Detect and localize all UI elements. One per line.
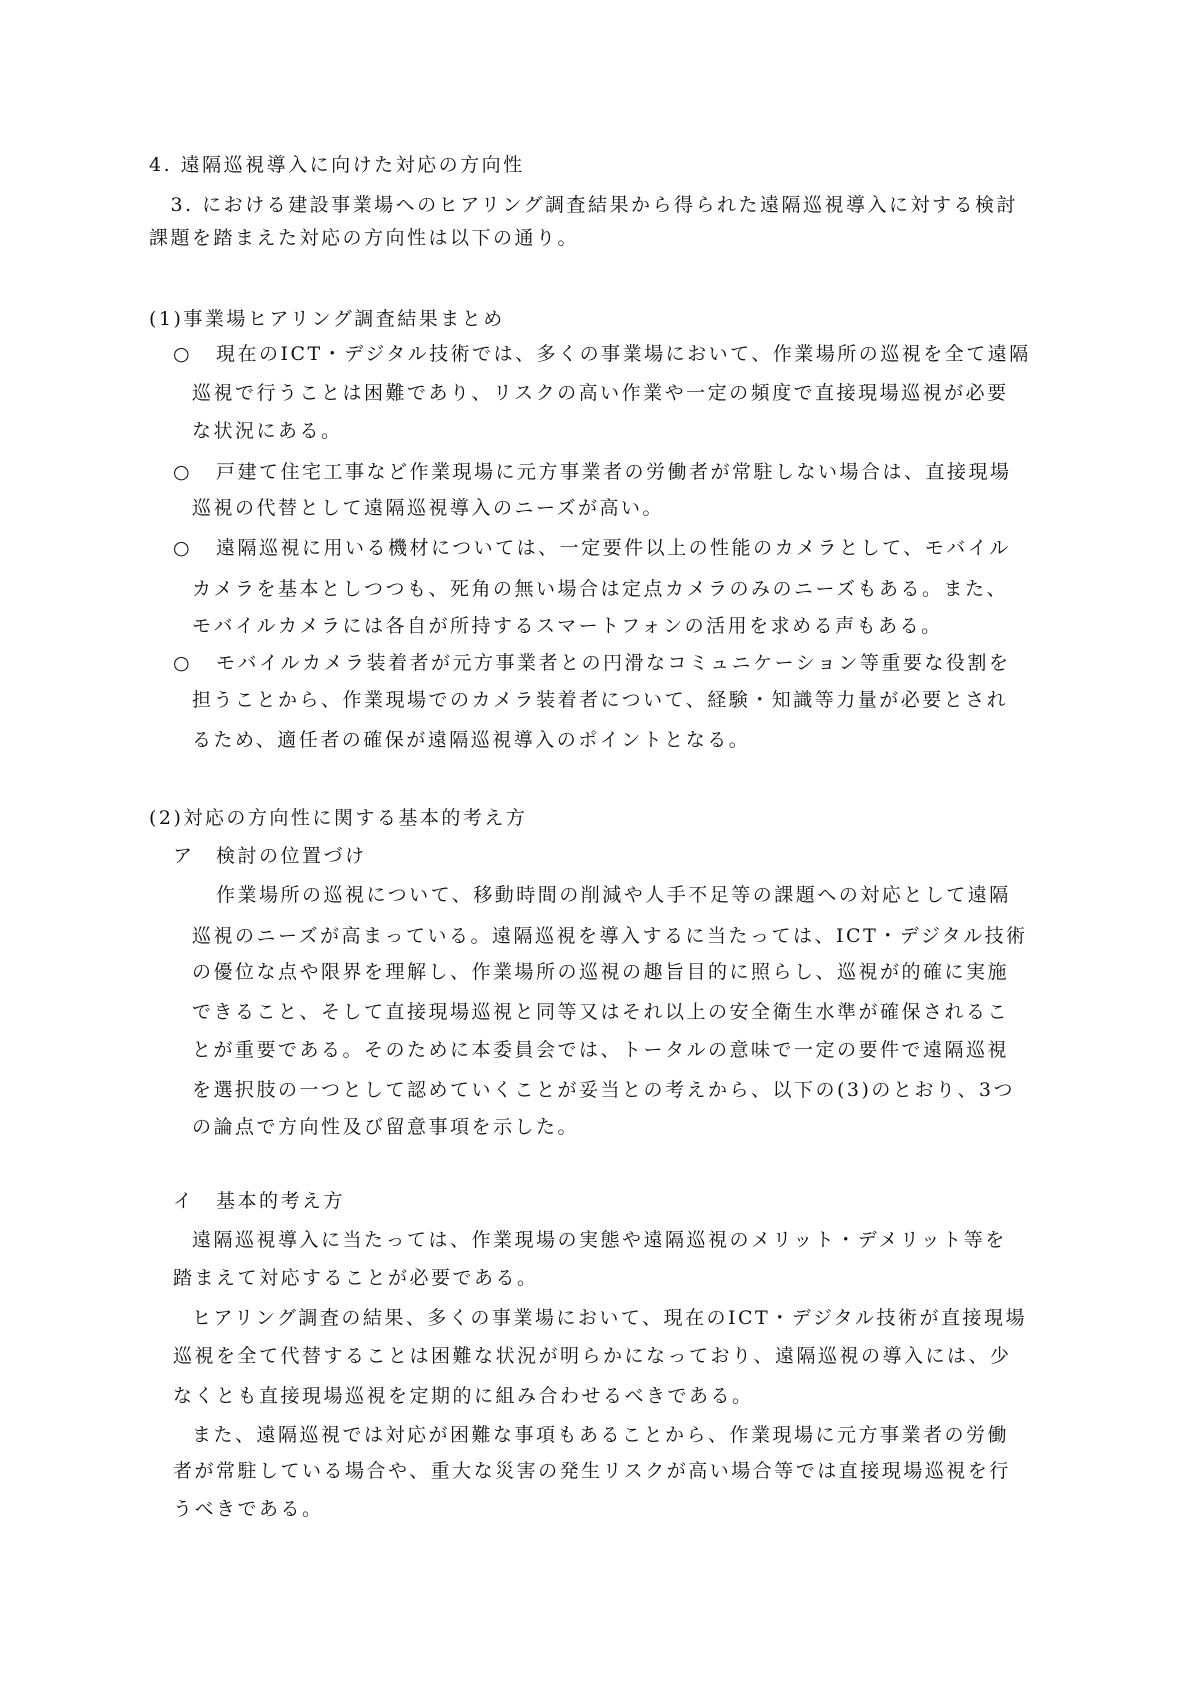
subsection-i-title: イ 基本的考え方: [173, 1190, 346, 1212]
bullet-line: 担うことから、作業現場でのカメラ装着者について、経験・知識等力量が必要とされ: [192, 689, 1009, 711]
paragraph-line: の論点で方向性及び留意事項を示した。: [192, 1116, 580, 1138]
bullet-circle-icon: ○: [173, 343, 190, 365]
paragraph-line: 作業場所の巡視について、移動時間の削減や人手不足等の課題への対応として遠隔: [216, 884, 1011, 906]
paragraph-line: の優位な点や限界を理解し、作業場所の巡視の趣旨目的に照らし、巡視が的確に実施: [192, 961, 1010, 983]
paragraph-line: 者が常駐している場合や、重大な災害の発生リスクが高い場合等では直接現場巡視を行: [173, 1460, 1011, 1482]
bullet-circle-icon: ○: [173, 652, 190, 674]
bullet-circle-icon: ○: [173, 537, 190, 559]
paragraph-line: できること、そして直接現場巡視と同等又はそれ以上の安全衛生水準が確保されるこ: [192, 1001, 1010, 1023]
bullet-line: モバイルカメラには各自が所持するスマートフォンの活用を求める声もある。: [192, 615, 943, 637]
paragraph-line: 遠隔巡視導入に当たっては、作業現場の実態や遠隔巡視のメリット・デメリット等を: [192, 1229, 1007, 1251]
paragraph-line: また、遠隔巡視では対応が困難な事項もあることから、作業現場に元方事業者の労働: [192, 1424, 1010, 1446]
paragraph-line: なくとも直接現場巡視を定期的に組み合わせるべきである。: [173, 1385, 754, 1407]
bullet-line: 巡視の代替として遠隔巡視導入のニーズが高い。: [192, 497, 665, 519]
intro-line: 課題を踏まえた対応の方向性は以下の通り。: [149, 227, 580, 249]
bullet-line: 遠隔巡視に用いる機材については、一定要件以上の性能のカメラとして、モバイル: [216, 537, 1011, 559]
bullet-line: 戸建て住宅工事など作業現場に元方事業者の労働者が常駐しない場合は、直接現場: [216, 461, 1012, 483]
bullet-line: な状況にある。: [192, 420, 343, 442]
paragraph-line: を選択肢の一つとして認めていくことが妥当との考えから、以下の(3)のとおり、3つ: [192, 1079, 1016, 1101]
paragraph-line: とが重要である。そのために本委員会では、トータルの意味で一定の要件で遠隔巡視: [192, 1039, 1010, 1061]
paragraph-line: ヒアリング調査の結果、多くの事業場において、現在のICT・デジタル技術が直接現場: [192, 1307, 1028, 1329]
bullet-line: るため、適任者の確保が遠隔巡視導入のポイントとなる。: [192, 729, 751, 751]
paragraph-line: 巡視を全て代替することは困難な状況が明らかになっており、遠隔巡視の導入には、少: [173, 1345, 1012, 1367]
section1-title: (1)事業場ヒアリング調査結果まとめ: [149, 308, 505, 330]
bullet-line: 巡視で行うことは困難であり、リスクの高い作業や一定の頻度で直接現場巡視が必要: [192, 382, 1009, 404]
bullet-line: モバイルカメラ装着者が元方事業者との円滑なコミュニケーション等重要な役割を: [216, 652, 1011, 674]
paragraph-line: うべきである。: [173, 1498, 324, 1520]
bullet-line: カメラを基本としつつも、死角の無い場合は定点カメラのみのニーズもある。また、: [192, 578, 1009, 600]
paragraph-line: 踏まえて対応することが必要である。: [173, 1267, 539, 1289]
section-heading: 4. 遠隔巡視導入に向けた対応の方向性: [149, 154, 525, 176]
paragraph-line: 巡視のニーズが高まっている。遠隔巡視を導入するに当たっては、ICT・デジタル技術: [192, 925, 1028, 947]
bullet-circle-icon: ○: [173, 461, 190, 483]
section2-title: (2)対応の方向性に関する基本的考え方: [149, 807, 528, 829]
bullet-line: 現在のICT・デジタル技術では、多くの事業場において、作業場所の巡視を全て遠隔: [216, 343, 1031, 365]
intro-line: 3. における建設事業場へのヒアリング調査結果から得られた遠隔巡視導入に対する検討: [149, 194, 1019, 216]
subsection-a-title: ア 検討の位置づけ: [173, 845, 367, 867]
